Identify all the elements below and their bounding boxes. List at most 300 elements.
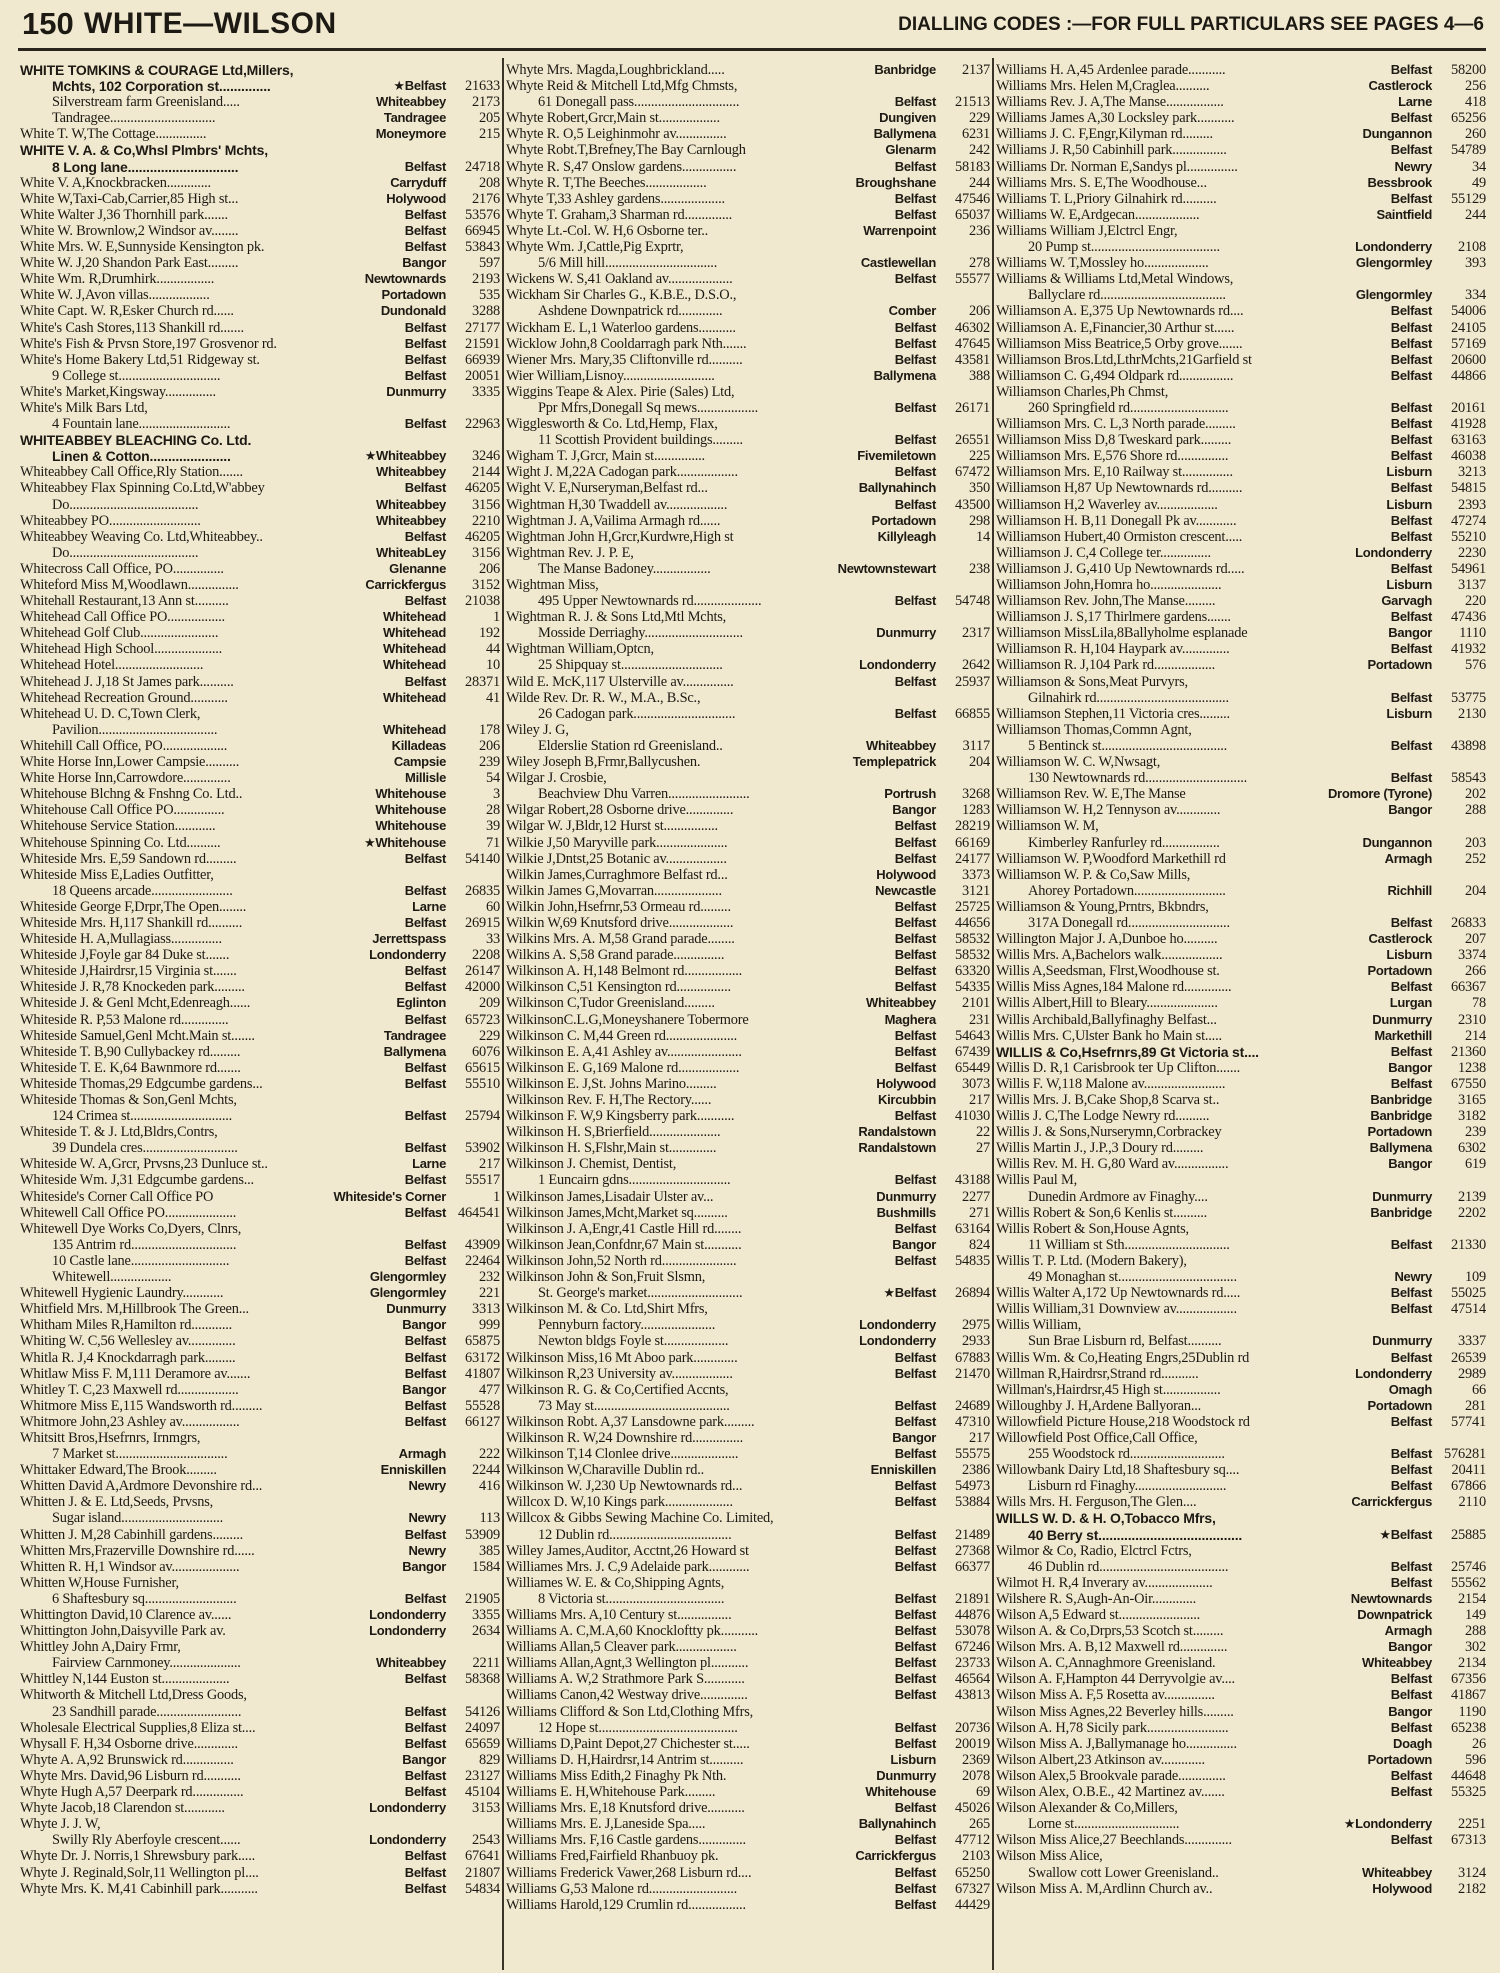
listing-entry — [506, 1076, 990, 1092]
listing-entry — [20, 786, 500, 802]
listing-exchange-number — [371, 802, 500, 818]
listing-entry — [506, 432, 990, 448]
phone-number: 54834 — [465, 1880, 500, 1897]
exchange-name: Belfast — [404, 351, 446, 367]
listing-name: Williams Fred,Fairfield Rhanbuoy pk. — [506, 1848, 719, 1865]
listing-name: Whittley John A,Dairy Frmr, — [20, 1639, 181, 1656]
listing-name: Whyte Mrs. Magda,Loughbrickland..... — [506, 62, 725, 78]
listing-exchange-number — [891, 207, 990, 223]
listing-name: Whyte R. S,47 Onslow gardens................ — [506, 158, 737, 175]
listing-exchange-number — [857, 255, 990, 271]
listing-exchange-number — [852, 175, 990, 191]
listing-name: Wilkinson W. J,230 Up Newtownards rd... — [506, 1478, 743, 1495]
listing-exchange-number — [849, 754, 990, 770]
phone-number: 252 — [1465, 850, 1486, 867]
listing-entry — [20, 561, 500, 577]
exchange-name: ★Belfast — [393, 78, 446, 94]
exchange-name: Belfast — [1390, 1075, 1432, 1091]
exchange-name: Belfast — [404, 1526, 446, 1542]
phone-number: 46038 — [1451, 448, 1486, 465]
phone-number: 20600 — [1451, 351, 1486, 368]
listing-name: Williamson Mrs. E,576 Shore rd............... — [996, 448, 1229, 465]
listing-exchange-number — [1340, 1816, 1486, 1832]
listing-exchange-number — [372, 94, 500, 110]
listing-name: Whyte Mrs. K. M,41 Cabinhill park........... — [20, 1880, 258, 1897]
exchange-name: Belfast — [1390, 319, 1432, 335]
exchange-name: Belfast — [894, 158, 936, 174]
listing-name: Whiteside George F,Drpr,The Open........ — [20, 898, 247, 915]
listing-name: Whyte Reid & Mitchell Ltd,Mfg Chmsts, — [506, 78, 738, 95]
listing-name: Williamson H,2 Waverley av.................. — [996, 496, 1218, 513]
listing-name: Whyte Robert,Grcr,Main st.................. — [506, 110, 720, 127]
listing-name: Whitewell.................. — [52, 1269, 172, 1286]
listing-name: Williams G,53 Malone rd.......................... — [506, 1880, 738, 1897]
listing-exchange-number — [1364, 175, 1487, 191]
exchange-name: Bangor — [402, 255, 446, 271]
phone-number: 65250 — [955, 1864, 990, 1881]
exchange-name: Larne — [1398, 94, 1432, 110]
listing-entry — [996, 320, 1486, 336]
listing-name: Wicklow John,8 Cooldarragh park Nth....... — [506, 335, 747, 352]
exchange-name: Whitehead — [382, 657, 446, 673]
exchange-name: Carrickfergus — [1351, 1494, 1432, 1510]
exchange-name: Warrenpoint — [863, 222, 936, 238]
listing-exchange-number — [867, 1462, 990, 1478]
listing-exchange-number — [891, 1832, 990, 1848]
phone-number: 20736 — [955, 1719, 990, 1736]
listing-name: Williams Mrs. A,10 Century st................ — [506, 1607, 732, 1623]
listing-entry — [506, 1865, 990, 1881]
exchange-name: Bangor — [1388, 1156, 1432, 1172]
listing-name: Williams Clifford & Son Ltd,Clothing Mfrs, — [506, 1703, 753, 1720]
listing-entry — [506, 899, 990, 915]
exchange-name: Banbridge — [1370, 1204, 1432, 1220]
listing-entry — [506, 754, 990, 770]
listing-exchange-number — [401, 336, 500, 352]
listing-entry — [506, 336, 990, 352]
listing-entry — [20, 1478, 500, 1494]
listing-entry — [20, 1172, 500, 1188]
dialling-codes-note: DIALLING CODES :—FOR FULL PARTICULARS SEE PAGES 4—6 — [898, 14, 1484, 35]
exchange-name: Banbridge — [1370, 1108, 1432, 1124]
listing-exchange-number — [1366, 1205, 1486, 1221]
listing-name: Williamson C. G,494 Oldpark rd................ — [996, 367, 1234, 384]
listing-entry — [20, 1301, 500, 1317]
listing-entry — [20, 175, 500, 191]
phone-number: 47274 — [1451, 512, 1486, 529]
phone-number: 418 — [1465, 94, 1486, 111]
listing-exchange-number — [855, 480, 990, 496]
listing-name: Willis J. & Sons,Nurserymn,Corbrackey — [996, 1124, 1222, 1141]
phone-number: 23733 — [955, 1655, 990, 1672]
listing-entry — [506, 448, 990, 464]
listing-exchange-number — [1382, 464, 1486, 480]
listing-exchange-number — [861, 1784, 990, 1800]
listing-exchange-number — [380, 1028, 500, 1044]
listing-exchange-number — [874, 1092, 990, 1108]
listing-name: Wilmor & Co, Radio, Elctrcl Fctrs, — [996, 1542, 1192, 1559]
listing-exchange-number — [401, 1108, 500, 1124]
listing-entry — [996, 191, 1486, 207]
listing-exchange-number — [1366, 1092, 1486, 1108]
listing-exchange-number — [855, 1317, 990, 1333]
listing-entry — [20, 851, 500, 867]
phone-number: 47514 — [1451, 1301, 1486, 1318]
exchange-name: Bangor — [402, 1317, 446, 1333]
listing-exchange-number — [1368, 1333, 1486, 1349]
listing-entry — [20, 674, 500, 690]
listing-entry — [20, 1800, 500, 1816]
phone-number: 2202 — [1458, 1204, 1486, 1221]
exchange-name: Dunmurry — [1372, 1188, 1432, 1204]
listing-name: Wilson Miss Agnes,22 Beverley hills......... — [996, 1703, 1234, 1720]
listing-name: Wilmot H. R,4 Inverary av.................... — [996, 1574, 1213, 1591]
exchange-name: Belfast — [1390, 1446, 1432, 1462]
listing-entry — [506, 770, 990, 786]
listing-exchange-number — [891, 1897, 990, 1913]
phone-number: 824 — [969, 1236, 990, 1253]
listing-entry — [996, 1575, 1486, 1591]
listing-exchange-number — [1382, 947, 1486, 963]
listing-name: White Capt. W. R,Esker Church rd...... — [20, 303, 234, 320]
phone-number: 26539 — [1451, 1349, 1486, 1366]
listing-entry — [506, 1301, 990, 1317]
listing-exchange-number — [1387, 448, 1486, 464]
exchange-name: Whiteabbey — [866, 995, 936, 1011]
listing-name: 495 Upper Newtownards rd.................... — [538, 593, 762, 610]
listing-entry — [996, 802, 1486, 818]
exchange-name: Belfast — [894, 1735, 936, 1751]
listing-entry — [506, 995, 990, 1011]
listing-entry — [506, 609, 990, 625]
exchange-name: Lurgan — [1389, 995, 1432, 1011]
listing-entry — [996, 1527, 1486, 1543]
listing-entry — [996, 641, 1486, 657]
listing-exchange-number — [1387, 609, 1486, 625]
listing-entry — [20, 94, 500, 110]
listing-entry — [20, 1462, 500, 1478]
exchange-name: Belfast — [404, 979, 446, 995]
listing-name: Wilkinson T,14 Clonlee drive.................... — [506, 1446, 739, 1463]
phone-number: 55562 — [1451, 1574, 1486, 1591]
listing-entry — [20, 1752, 500, 1768]
listing-name: Williamson Thomas,Commn Agnt, — [996, 721, 1192, 738]
listing-name: White V. A,Knockbracken............. — [20, 174, 211, 191]
phone-number: 6302 — [1458, 1140, 1486, 1157]
listing-entry — [20, 1575, 500, 1591]
exchange-name: Ballynahinch — [858, 480, 936, 496]
phone-number: 65449 — [955, 1059, 990, 1076]
listing-name: Willowfield Picture House,218 Woodstock rd — [996, 1413, 1250, 1430]
exchange-name: Whitehouse — [375, 786, 446, 802]
exchange-name: Belfast — [404, 673, 446, 689]
listing-exchange-number — [1387, 915, 1486, 931]
listing-exchange-number — [401, 1671, 500, 1687]
listing-exchange-number — [379, 690, 500, 706]
listing-exchange-number — [408, 899, 500, 915]
phone-number: 44876 — [955, 1607, 990, 1623]
listing-exchange-number — [366, 1285, 500, 1301]
listing-entry — [996, 513, 1486, 529]
listing-exchange-number — [401, 963, 500, 979]
listing-name: Whyte T,33 Ashley gardens................... — [506, 190, 725, 207]
phone-number: 2989 — [1458, 1365, 1486, 1382]
listing-name: The Manse Badoney................. — [538, 560, 711, 577]
phone-number: 53078 — [955, 1623, 990, 1640]
listing-name: Whitehall Restaurant,13 Ann st.......... — [20, 593, 229, 610]
listing-entry — [996, 835, 1486, 851]
listing-name: Wickens W. S,41 Oakland av................... — [506, 271, 733, 288]
directory-column-2 — [506, 62, 990, 1913]
listing-name: Wightman J. A,Vailima Armagh rd...... — [506, 512, 721, 529]
phone-number: 3073 — [962, 1075, 990, 1092]
listing-name: Wickham Sir Charles G., K.B.E., D.S.O., — [506, 287, 737, 304]
listing-name: Whiteabbey Call Office,Rly Station....... — [20, 464, 243, 481]
exchange-name: Belfast — [894, 1494, 936, 1510]
listing-name: Williams William J,Elctrcl Engr, — [996, 222, 1178, 239]
exchange-name: Belfast — [404, 1365, 446, 1381]
listing-name: Wilkinson E. A,41 Ashley av...................... — [506, 1043, 742, 1060]
exchange-name: Armagh — [1384, 850, 1432, 866]
exchange-name: Belfast — [894, 1526, 936, 1542]
exchange-name: Carrickfergus — [365, 577, 446, 592]
listing-exchange-number — [880, 786, 990, 802]
listing-name: Silverstream farm Greenisland..... — [52, 94, 240, 111]
listing-entry — [996, 368, 1486, 384]
listing-entry — [20, 915, 500, 931]
listing-exchange-number — [1365, 931, 1486, 947]
phone-number: 2386 — [962, 1462, 990, 1479]
listing-exchange-number — [398, 1752, 500, 1768]
exchange-name: Dunmurry — [386, 1301, 446, 1317]
phone-number: 3246 — [472, 448, 500, 465]
phone-number: 2244 — [472, 1462, 500, 1479]
phone-number: 42000 — [465, 979, 500, 996]
exchange-name: Belfast — [1390, 448, 1432, 464]
listing-exchange-number — [378, 287, 500, 303]
listing-name: Wight J. M,22A Cadogan park.................. — [506, 464, 738, 481]
listing-name: Willis Walter A,172 Up Newtownards rd..... — [996, 1285, 1241, 1302]
phone-number: 2211 — [472, 1655, 500, 1672]
phone-number: 393 — [1465, 255, 1486, 272]
listing-entry — [996, 1269, 1486, 1285]
phone-number: 26894 — [955, 1285, 990, 1302]
listing-entry — [20, 1237, 500, 1253]
listing-exchange-number — [1387, 561, 1486, 577]
exchange-name: Bangor — [1388, 1639, 1432, 1655]
listing-name: Whyte Lt.-Col. W. H,6 Osborne ter.. — [506, 222, 709, 239]
phone-number: 54961 — [1451, 560, 1486, 577]
phone-number: 2975 — [962, 1317, 990, 1334]
listing-exchange-number — [401, 1414, 500, 1430]
exchange-name: Belfast — [894, 399, 936, 415]
listing-entry — [996, 1140, 1486, 1156]
listing-name: Wilkinson A. H,148 Belmont rd................. — [506, 963, 743, 980]
listing-name: Willis Albert,Hill to Bleary..................... — [996, 995, 1218, 1012]
phone-number: 334 — [1465, 287, 1486, 304]
listing-entry — [996, 1881, 1486, 1897]
listing-exchange-number — [1387, 62, 1486, 78]
listing-entry — [20, 899, 500, 915]
phone-number: 239 — [479, 754, 500, 771]
listing-entry — [20, 384, 500, 400]
listing-name: Whiteabbey Flax Spinning Co.Ltd,W'abbey — [20, 480, 265, 497]
listing-entry — [506, 1028, 990, 1044]
exchange-name: Belfast — [404, 1011, 446, 1027]
listing-name: Wills Mrs. H. Ferguson,The Glen.... — [996, 1494, 1197, 1511]
listing-name: Whiteford Miss M,Woodlawn............... — [20, 577, 239, 593]
exchange-name: Belfast — [894, 206, 936, 222]
exchange-name: Belfast — [894, 1478, 936, 1494]
listing-name: Wilson A. H,78 Sicily park........................ — [996, 1719, 1229, 1736]
phone-number: 3374 — [1458, 947, 1486, 964]
listing-exchange-number — [401, 915, 500, 931]
listing-entry — [506, 416, 990, 432]
listing-name: Whitewell Dye Works Co,Dyers, Clnrs, — [20, 1220, 242, 1237]
listing-exchange-number — [891, 1366, 990, 1382]
exchange-name: Armagh — [398, 1446, 446, 1462]
listing-exchange-number — [891, 1108, 990, 1124]
exchange-name: Belfast — [404, 1108, 446, 1124]
listing-entry — [506, 400, 990, 416]
phone-number: 53909 — [465, 1526, 500, 1543]
exchange-name: Belfast — [894, 1671, 936, 1687]
listing-name: 61 Donegall pass............................... — [538, 94, 740, 111]
exchange-name: Belfast — [894, 1880, 936, 1896]
listing-name: Wilson Albert,23 Atkinson av............. — [996, 1751, 1205, 1768]
listing-entry — [506, 1317, 990, 1333]
listing-name: Wilson Miss Alice,27 Beechlands.............. — [996, 1832, 1232, 1849]
listing-exchange-number — [881, 1012, 990, 1028]
listing-entry — [20, 448, 500, 464]
listing-name: Williams & Williams Ltd,Metal Windows, — [996, 271, 1234, 288]
phone-number: 45104 — [465, 1784, 500, 1801]
listing-entry — [996, 1446, 1486, 1462]
listing-name: Wilkinson Jean,Confdnr,67 Main st........... — [506, 1236, 742, 1253]
listing-exchange-number — [372, 545, 500, 561]
listing-name: Williams T. L,Priory Gilnahirk rd.......... — [996, 190, 1217, 207]
listing-entry — [20, 1189, 500, 1205]
listing-entry — [996, 223, 1486, 239]
listing-exchange-number — [401, 1591, 500, 1607]
exchange-name: Belfast — [894, 1349, 936, 1365]
phone-number: 65875 — [465, 1333, 500, 1350]
phone-number: 45026 — [955, 1800, 990, 1817]
listing-name: Willis F. W,118 Malone av........................ — [996, 1075, 1226, 1092]
exchange-name: ★Whitehouse — [363, 834, 446, 850]
exchange-name: Moneymore — [375, 126, 446, 142]
phone-number: 43188 — [955, 1172, 990, 1189]
listing-exchange-number — [377, 303, 500, 319]
listing-name: Whitehouse Call Office PO............... — [20, 802, 225, 819]
exchange-name: Belfast — [1390, 1285, 1432, 1301]
listing-entry — [996, 126, 1486, 142]
listing-entry — [20, 191, 500, 207]
listing-exchange-number — [401, 1736, 500, 1752]
listing-name: Wilkinson H. S,Brierfield..................... — [506, 1124, 721, 1141]
listing-exchange-number — [1382, 706, 1486, 722]
listing-exchange-number — [854, 1140, 990, 1156]
listing-exchange-number — [401, 1333, 500, 1349]
listing-exchange-number — [875, 110, 990, 126]
listing-exchange-number — [401, 979, 500, 995]
listing-entry — [996, 690, 1486, 706]
listing-entry — [996, 1317, 1486, 1333]
listing-entry — [996, 529, 1486, 545]
listing-entry — [20, 1205, 500, 1221]
exchange-name: Belfast — [1390, 1767, 1432, 1783]
listing-name: Wiener Mrs. Mary,35 Cliftonville rd.......... — [506, 351, 743, 368]
phone-number: 2193 — [472, 271, 500, 288]
phone-number: 149 — [1465, 1607, 1486, 1623]
phone-number: 55129 — [1451, 190, 1486, 207]
listing-exchange-number — [1382, 577, 1486, 593]
listing-exchange-number — [851, 1848, 990, 1864]
exchange-name: Lisburn — [1386, 947, 1432, 963]
listing-name: 39 Dundela cres............................ — [52, 1140, 238, 1157]
listing-exchange-number — [891, 94, 990, 110]
exchange-name: Belfast — [894, 673, 936, 689]
listing-name: Williamson W. P. & Co,Saw Mills, — [996, 866, 1191, 883]
listing-exchange-number — [891, 1414, 990, 1430]
phone-number: 58200 — [1451, 62, 1486, 78]
listing-name: White W. J,Avon villas.................. — [20, 287, 210, 304]
exchange-name: Belfast — [894, 1413, 936, 1429]
listing-name: Whitworth & Mitchell Ltd,Dress Goods, — [20, 1687, 247, 1704]
phone-number: 43581 — [955, 351, 990, 368]
listing-entry — [20, 1559, 500, 1575]
exchange-name: Londonderry — [369, 947, 446, 963]
phone-number: 55575 — [955, 1446, 990, 1463]
exchange-name: Belfast — [404, 1880, 446, 1896]
listing-entry — [996, 1865, 1486, 1881]
listing-entry — [20, 110, 500, 126]
listing-exchange-number — [891, 1494, 990, 1510]
phone-number: 47712 — [955, 1832, 990, 1849]
phone-number: 2078 — [962, 1767, 990, 1784]
listing-name: Whitmore John,23 Ashley av................. — [20, 1413, 240, 1430]
phone-number: 14 — [976, 528, 990, 545]
listing-exchange-number — [366, 1269, 500, 1285]
listing-name: Williamson W. P,Woodford Markethill rd — [996, 850, 1226, 867]
listing-exchange-number — [401, 1881, 500, 1897]
listing-name: Tandragee............................... — [52, 110, 216, 127]
listing-entry — [20, 657, 500, 673]
phone-number: 28371 — [465, 673, 500, 690]
listing-entry — [506, 513, 990, 529]
listing-name: Whittaker Edward,The Brook......... — [20, 1462, 217, 1479]
exchange-name: Londonderry — [369, 1623, 446, 1639]
phone-number: 54140 — [465, 850, 500, 867]
listing-name: Wigglesworth & Co. Ltd,Hemp, Flax, — [506, 416, 718, 433]
exchange-name: Belfast — [1390, 399, 1432, 415]
phone-number: 2210 — [472, 512, 500, 529]
phone-number: 22464 — [465, 1252, 500, 1269]
listing-name: Dunedin Ardmore av Finaghy.... — [1028, 1188, 1208, 1205]
phone-number: 231 — [969, 1011, 990, 1028]
listing-exchange-number — [1383, 883, 1486, 899]
listing-entry — [506, 1430, 990, 1446]
phone-number: 49 — [1472, 174, 1486, 191]
listing-entry — [506, 915, 990, 931]
listing-entry — [20, 497, 500, 513]
listing-name: Whitehead U. D. C,Town Clerk, — [20, 705, 201, 722]
listing-name: Whyte J. J. W, — [20, 1816, 101, 1833]
phone-number: 65256 — [1451, 110, 1486, 127]
listing-entry — [506, 1510, 990, 1526]
listing-entry — [20, 271, 500, 287]
listing-exchange-number — [872, 1189, 990, 1205]
